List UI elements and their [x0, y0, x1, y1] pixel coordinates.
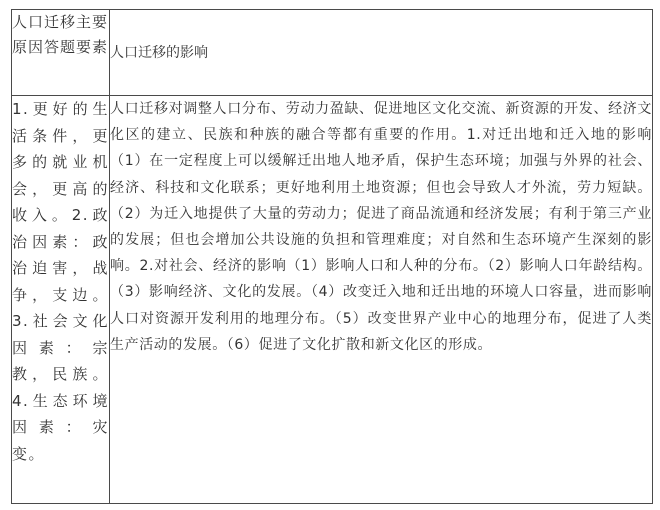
body-cell-effects: 人口迁移对调整人口分布、劳动力盈缺、促进地区文化交流、新资源的开发、经济文化区的建立、民族和种族的融合等都有重要的作用。1.对迁出地和迁入地的影响（1）在一定程度上可以缓解迁出地人地矛盾，保护生态环境；加强与外界的社会、经济、科技和文化联系；更好地利用土地资源；但也会导致人才外流，劳力短缺。（2）为迁入地提供了大量的劳动力；促进了商品流通和经济发展；有利于第三产业的发展；但也会增加公共设施的负担和管理难度；对自然和生态环境产生深刻的影响。2.对社会、经济的影响（1）影响人口和人种的分布。（2）影响人口年龄结构。（3）影响经济、文化的发展。（4）改变迁入地和迁出地的环境人口容量，进而影响人口对资源开发利用的地理分布。（5）改变世界产业中心的地理分布，促进了人类生产活动的发展。（6）促进了文化扩散和新文化区的形成。 [110, 96, 653, 504]
header-cell-effects: 人口迁移的影响 [110, 10, 653, 96]
table-body-row [12, 96, 653, 504]
header-cell-causes: 人口迁移主要原因答题要素 [12, 10, 110, 96]
table-header-row [12, 10, 653, 96]
migration-table [11, 9, 653, 504]
body-cell-causes: 1.更好的生活条件，更多的就业机会，更高的收入。2.政治因素：政治迫害，战争，支边。3.社会文化因素：宗教，民族。4.生态环境因素：灾变。 [12, 96, 110, 504]
